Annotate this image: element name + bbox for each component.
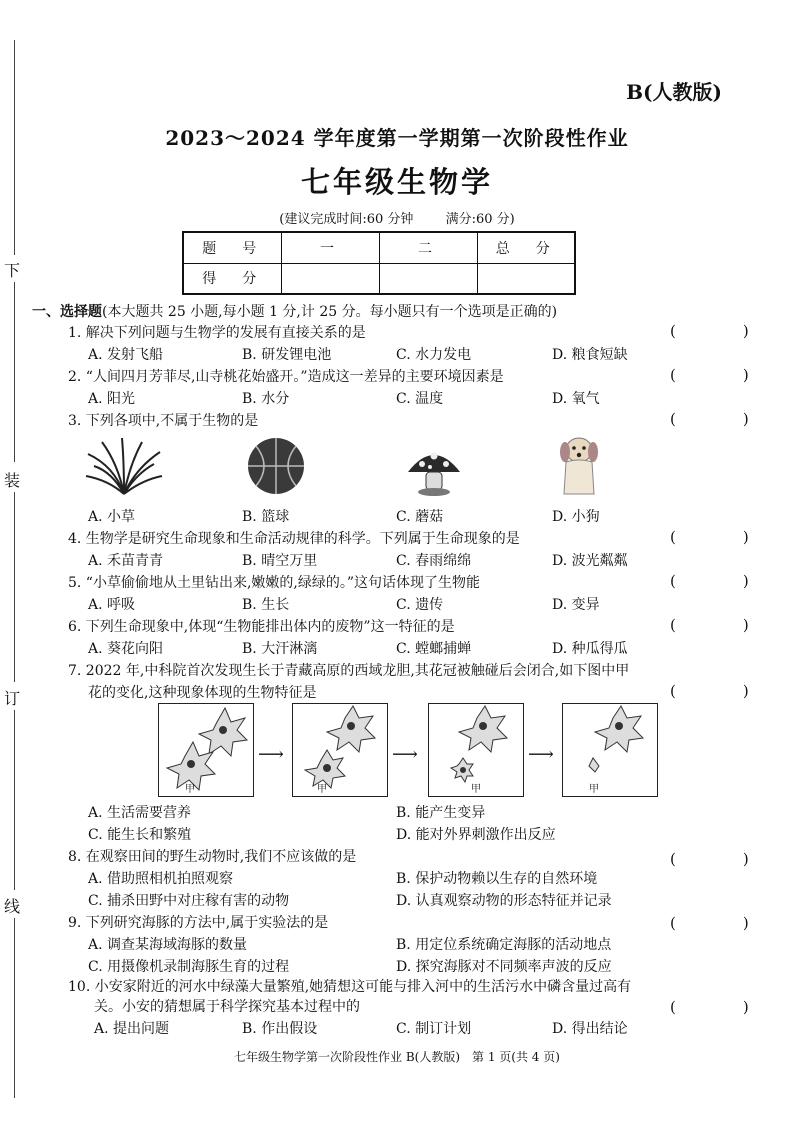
arrow-icon: ⟶: [528, 744, 554, 765]
answer-blank[interactable]: ( ): [670, 572, 775, 590]
answer-blank[interactable]: ( ): [670, 998, 775, 1016]
option: B. 水分: [242, 391, 290, 407]
answer-blank[interactable]: ( ): [670, 528, 775, 546]
table-row: [183, 232, 575, 263]
grass-image: [84, 436, 164, 498]
binding-char: 下: [4, 261, 21, 280]
score-input-cell[interactable]: [281, 263, 379, 294]
binding-char: 装: [4, 471, 21, 490]
answer-blank[interactable]: ( ): [670, 366, 775, 384]
table-cell: 一: [281, 232, 379, 263]
exam-meta: [0, 208, 794, 227]
section-instruction: (本大题共 25 小题,每小题 1 分,计 25 分。每小题只有一个选项是正确的): [102, 304, 558, 320]
time-note: (建议完成时间:60 分钟: [279, 212, 414, 227]
option: A. 发射飞船: [88, 347, 164, 363]
question-8-stem: 8. 在观察田间的野生动物时,我们不应该做的是: [68, 849, 357, 865]
option: C. 捕杀田野中对庄稼有害的动物: [88, 893, 290, 909]
option: B. 晴空万里: [242, 553, 318, 569]
option: C. 遗传: [396, 597, 444, 613]
option: D. 能对外界刺激作出反应: [396, 827, 556, 843]
mushroom-image: [406, 444, 462, 498]
option: A. 提出问题: [94, 1021, 170, 1037]
question-10-stem: 10. 小安家附近的河水中绿藻大量繁殖,她猜想这可能与排入河中的生活污水中磷含量过高有: [68, 979, 632, 995]
figure-label: 甲: [471, 784, 481, 795]
option: B. 作出假设: [242, 1021, 318, 1037]
question-2-stem: 2. “人间四月芳菲尽,山寺桃花始盛开。”造成这一差异的主要环境因素是: [68, 369, 504, 385]
question-4-stem: 4. 生物学是研究生命现象和生命活动规律的科学。下列属于生命现象的是: [68, 531, 520, 547]
edition-label: B(人教版): [626, 80, 722, 104]
flower-stage-4: [562, 703, 658, 797]
figure-label: 甲: [589, 784, 599, 795]
option: D. 氧气: [552, 391, 600, 407]
binding-line: [14, 710, 15, 890]
table-cell: 题 号: [183, 232, 281, 263]
answer-blank[interactable]: ( ): [670, 682, 775, 700]
answer-blank[interactable]: ( ): [670, 914, 775, 932]
option: B. 生长: [242, 597, 290, 613]
binding-line: [14, 282, 15, 462]
option: A. 阳光: [88, 391, 136, 407]
option: B. 大汗淋漓: [242, 641, 318, 657]
flower-stage-1: [158, 703, 254, 797]
answer-blank[interactable]: ( ): [670, 322, 775, 340]
puppy-image: [552, 432, 606, 498]
score-input-cell[interactable]: [477, 263, 575, 294]
option: C. 水力发电: [396, 347, 472, 363]
question-7-stem: 7. 2022 年,中科院首次发现生长于青藏高原的西域龙胆,其花冠被触碰后会闭合,如下图中甲: [68, 663, 630, 679]
option: A. 呼吸: [88, 597, 136, 613]
table-cell: 二: [379, 232, 477, 263]
flower-stage-3: [428, 703, 524, 797]
subject-title: 七年级生物学: [300, 165, 493, 199]
binding-char: 线: [4, 897, 21, 916]
option: A. 小草: [88, 509, 136, 525]
table-row: [183, 263, 575, 294]
option: D. 得出结论: [552, 1021, 628, 1037]
question-5-stem: 5. “小草偷偷地从土里钻出来,嫩嫩的,绿绿的。”这句话体现了生物能: [68, 575, 481, 591]
figure-label: 甲: [185, 784, 195, 795]
binding-line: [14, 918, 15, 1098]
question-3-stem: 3. 下列各项中,不属于生物的是: [68, 413, 259, 429]
option: D. 粮食短缺: [552, 347, 628, 363]
flower-image: [563, 704, 657, 796]
option: D. 小狗: [552, 509, 600, 525]
page-footer: 七年级生物学第一次阶段性作业 B(人教版) 第 1 页(共 4 页): [234, 1050, 560, 1064]
answer-blank[interactable]: ( ): [670, 410, 775, 428]
option: B. 篮球: [242, 509, 290, 525]
option: C. 能生长和繁殖: [88, 827, 192, 843]
score-note: 满分:60 分): [445, 212, 515, 227]
basketball-image: [246, 436, 306, 496]
exam-title: 2023～2024 学年度第一学期第一次阶段性作业: [165, 126, 629, 150]
score-input-cell[interactable]: [379, 263, 477, 294]
flower-image: [159, 704, 253, 796]
option: C. 螳螂捕蝉: [396, 641, 472, 657]
binding-line: [14, 492, 15, 682]
option: D. 变异: [552, 597, 600, 613]
binding-char: 订: [4, 689, 21, 708]
table-cell: 总 分: [477, 232, 575, 263]
question-10-stem-cont: 关。小安的猜想属于科学探究基本过程中的: [94, 999, 360, 1015]
answer-blank[interactable]: ( ): [670, 616, 775, 634]
option: D. 探究海豚对不同频率声波的反应: [396, 959, 612, 975]
table-cell: 得 分: [183, 263, 281, 294]
binding-line: [14, 40, 15, 255]
option: C. 制订计划: [396, 1021, 472, 1037]
arrow-icon: ⟶: [392, 744, 418, 765]
option: A. 生活需要营养: [88, 805, 192, 821]
option: A. 葵花向阳: [88, 641, 164, 657]
option: D. 种瓜得瓜: [552, 641, 628, 657]
option: D. 波光粼粼: [552, 553, 628, 569]
score-table: [182, 231, 576, 295]
question-7-stem-cont: 花的变化,这种现象体现的生物特征是: [88, 685, 317, 701]
option: C. 温度: [396, 391, 444, 407]
option: B. 研发锂电池: [242, 347, 332, 363]
arrow-icon: ⟶: [258, 744, 284, 765]
answer-blank[interactable]: ( ): [670, 850, 775, 868]
option: C. 春雨绵绵: [396, 553, 472, 569]
option: B. 保护动物赖以生存的自然环境: [396, 871, 598, 887]
section-heading: [32, 301, 557, 321]
flower-stage-2: [292, 703, 388, 797]
flower-image: [293, 704, 387, 796]
question-6-stem: 6. 下列生命现象中,体现“生物能排出体内的废物”这一特征的是: [68, 619, 455, 635]
option: B. 用定位系统确定海豚的活动地点: [396, 937, 612, 953]
option: A. 借助照相机拍照观察: [88, 871, 234, 887]
section-title: 一、选择题: [32, 304, 102, 320]
question-1-stem: 1. 解决下列问题与生物学的发展有直接关系的是: [68, 325, 366, 341]
option: D. 认真观察动物的形态特征并记录: [396, 893, 612, 909]
option: A. 禾苗青青: [88, 553, 164, 569]
option: B. 能产生变异: [396, 805, 486, 821]
option: C. 用摄像机录制海豚生育的过程: [88, 959, 290, 975]
question-9-stem: 9. 下列研究海豚的方法中,属于实验法的是: [68, 915, 329, 931]
figure-label: 甲: [317, 784, 327, 795]
option: C. 蘑菇: [396, 509, 444, 525]
option: A. 调查某海域海豚的数量: [88, 937, 248, 953]
